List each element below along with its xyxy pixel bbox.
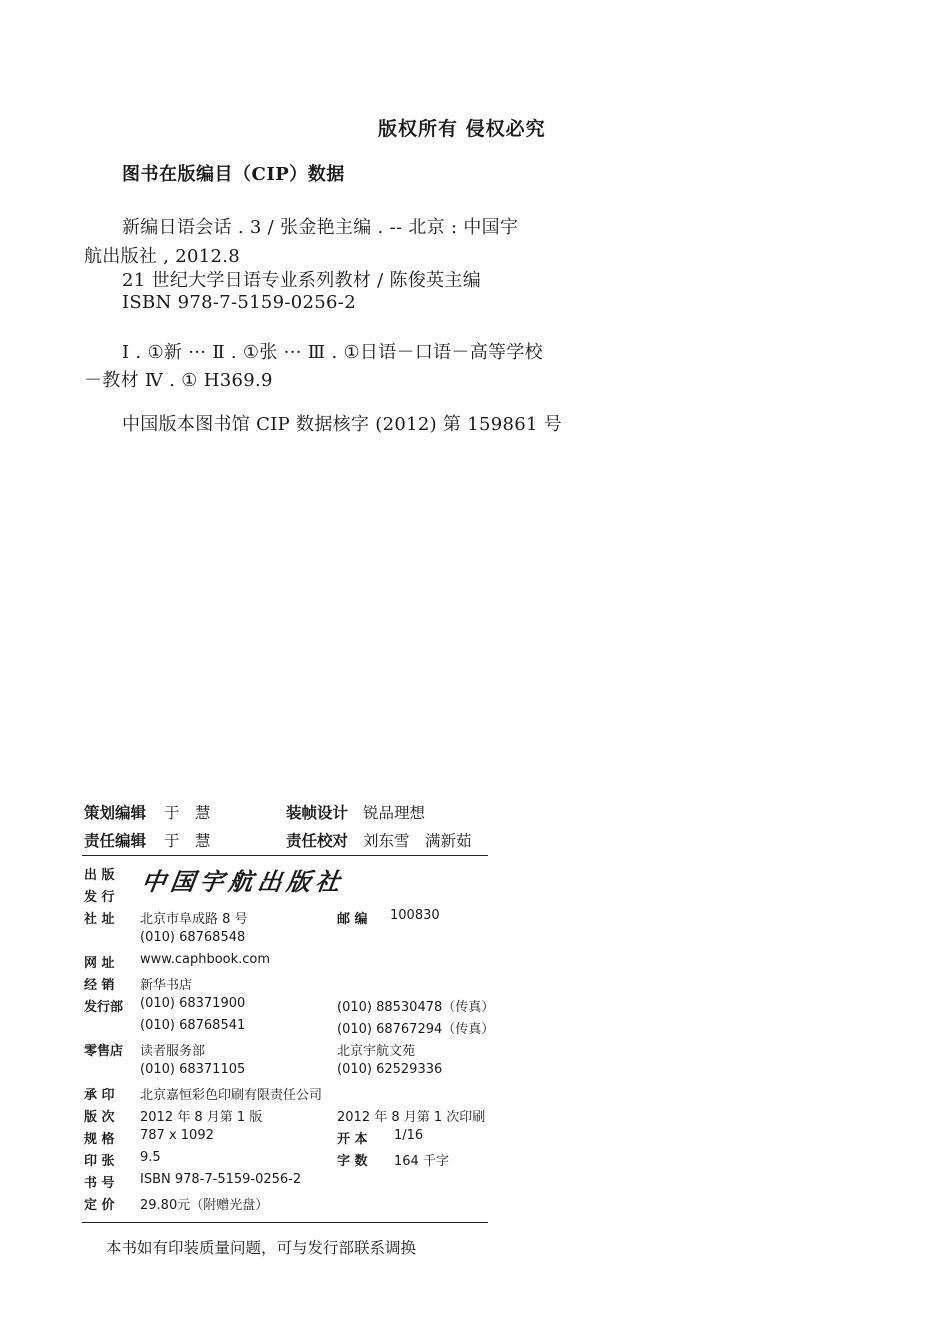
isbn-label: 书 号 — [84, 1176, 115, 1191]
distribute-label: 发 行 — [84, 890, 115, 905]
postcode-label: 邮 编 — [337, 912, 368, 927]
footer-note: 本书如有印装质量问题，可与发行部联系调换 — [106, 1239, 417, 1257]
cip-line: Ⅰ . ①新 ··· Ⅱ . ①张 ··· Ⅲ . ①日语－口语－高等学校 — [122, 342, 543, 363]
rights-statement: 版权所有 侵权必究 — [378, 118, 546, 140]
planning-editor-label: 策划编辑 — [84, 804, 147, 822]
format-label: 开 本 — [337, 1132, 368, 1147]
price: 29.80元（附赠光盘） — [140, 1198, 269, 1213]
cip-line: 航出版社 , 2012.8 — [84, 246, 241, 267]
cip-line: －教材 Ⅳ . ① H369.9 — [84, 370, 273, 391]
dept-phone: (010) 68371900 — [140, 996, 246, 1011]
edition-label: 版 次 — [84, 1110, 115, 1125]
proofreader-label: 责任校对 — [286, 832, 349, 850]
retail-store: 北京宇航文苑 — [337, 1044, 416, 1059]
printing: 2012 年 8 月第 1 次印刷 — [337, 1110, 486, 1125]
sheets: 9.5 — [140, 1150, 161, 1165]
format: 1/16 — [394, 1128, 424, 1143]
dept-label: 发行部 — [84, 1000, 124, 1015]
cip-line: ISBN 978-7-5159-0256-2 — [122, 292, 356, 313]
retail-phone: (010) 62529336 — [337, 1062, 443, 1077]
divider — [82, 855, 488, 856]
website-label: 网 址 — [84, 956, 115, 971]
publish-label: 出 版 — [84, 868, 115, 883]
website: www.caphbook.com — [140, 952, 271, 967]
distributor: 新华书店 — [140, 978, 193, 993]
distributor-label: 经 销 — [84, 978, 115, 993]
cip-line: 中国版本图书馆 CIP 数据核字 (2012) 第 159861 号 — [122, 414, 563, 435]
planning-editor: 于 慧 — [164, 804, 211, 822]
sheets-label: 印 张 — [84, 1154, 115, 1169]
spec-label: 规 格 — [84, 1132, 115, 1147]
divider — [82, 1222, 488, 1223]
address-label: 社 址 — [84, 912, 115, 927]
cip-line: 21 世纪大学日语专业系列教材 / 陈俊英主编 — [122, 270, 482, 291]
printer: 北京嘉恒彩色印刷有限责任公司 — [140, 1088, 323, 1103]
words: 164 千字 — [394, 1154, 449, 1169]
cip-line: 新编日语会话 . 3 / 张金艳主编 . -- 北京 : 中国宇 — [122, 217, 519, 238]
cover-design-label: 装帧设计 — [286, 804, 349, 822]
retail-phone: (010) 68371105 — [140, 1062, 246, 1077]
spec: 787 x 1092 — [140, 1128, 214, 1143]
postcode: 100830 — [390, 908, 440, 923]
printer-label: 承 印 — [84, 1088, 115, 1103]
words-label: 字 数 — [337, 1154, 368, 1169]
retail-label: 零售店 — [84, 1044, 124, 1059]
publisher-logo: 中国宇航出版社 — [139, 867, 347, 896]
dept-fax: (010) 68767294（传真） — [337, 1022, 495, 1037]
proofreader: 刘东雪 满新茹 — [363, 832, 472, 850]
cip-title: 图书在版编目（CIP）数据 — [122, 164, 345, 185]
dept-phone: (010) 68768541 — [140, 1018, 246, 1033]
responsible-editor-label: 责任编辑 — [84, 832, 147, 850]
edition: 2012 年 8 月第 1 版 — [140, 1110, 263, 1125]
responsible-editor: 于 慧 — [164, 832, 211, 850]
dept-fax: (010) 88530478（传真） — [337, 1000, 495, 1015]
retail-store: 读者服务部 — [140, 1044, 206, 1059]
cover-design: 锐品理想 — [363, 804, 426, 822]
isbn: ISBN 978-7-5159-0256-2 — [140, 1172, 302, 1187]
price-label: 定 价 — [84, 1198, 115, 1213]
address: 北京市阜成路 8 号 — [140, 912, 248, 927]
address-phone: (010) 68768548 — [140, 930, 246, 945]
